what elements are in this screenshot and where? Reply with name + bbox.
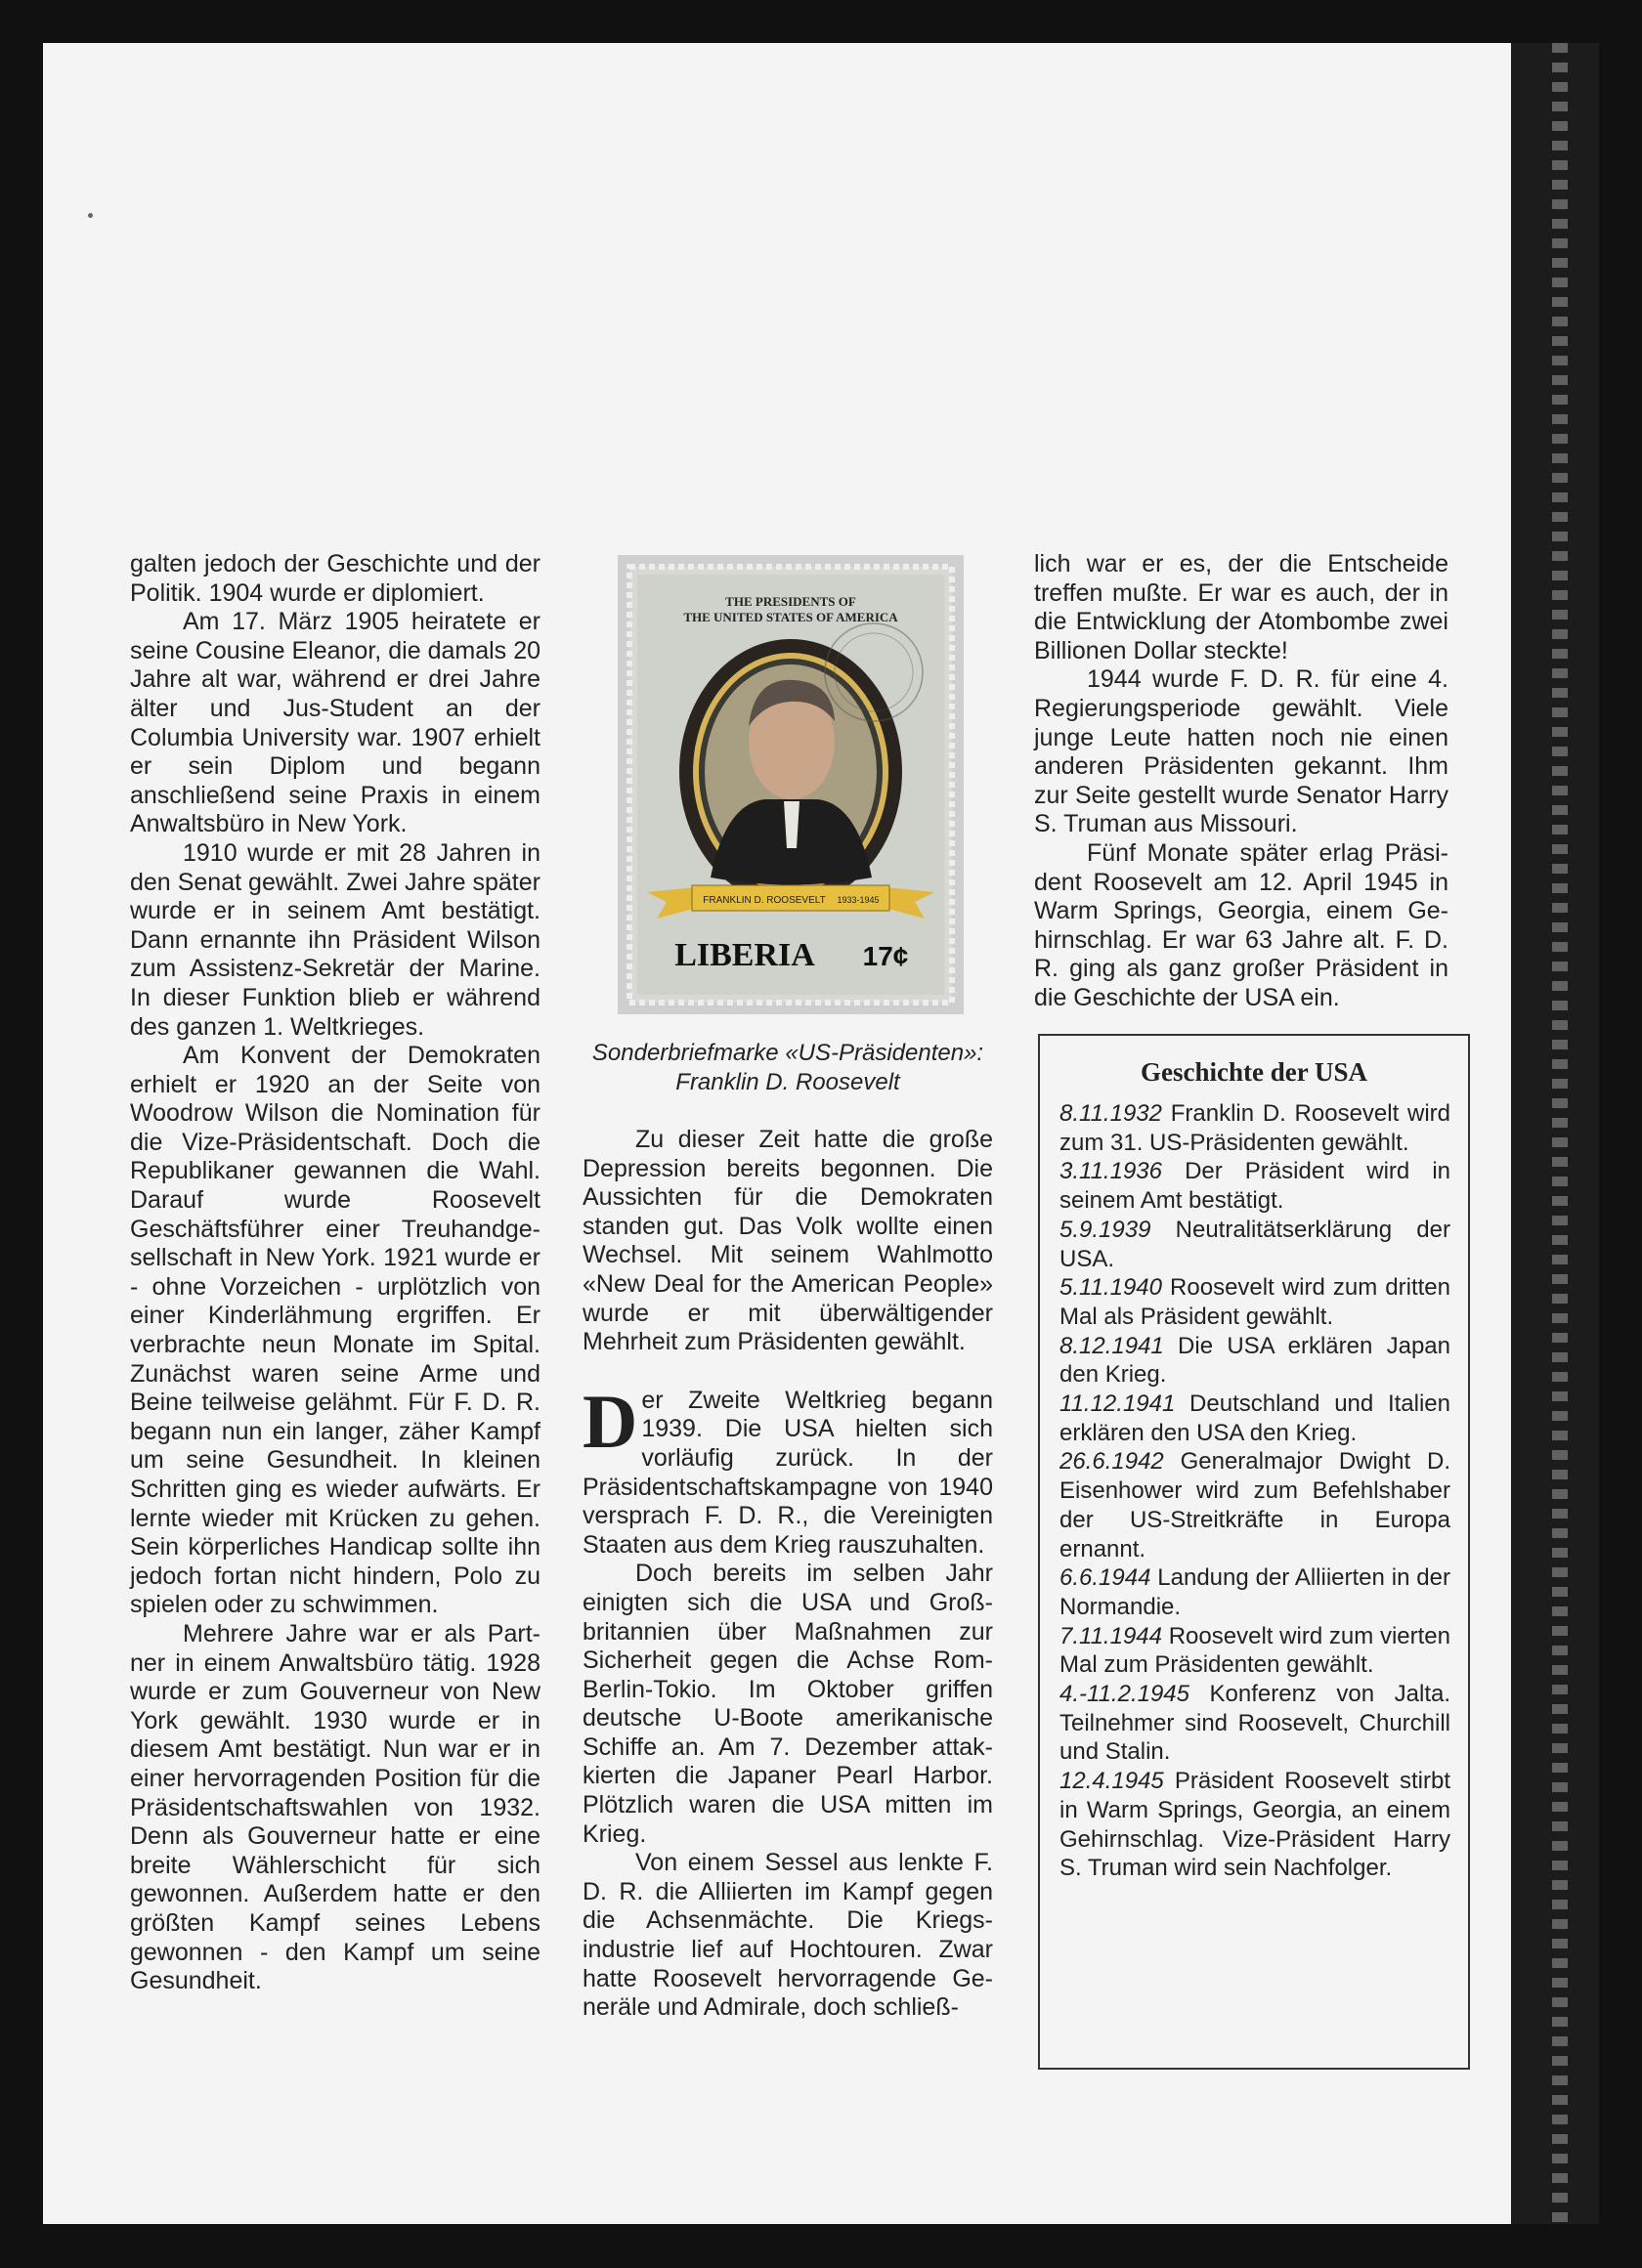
left-paragraph: Am Konvent der Demokraten erhielt er 1920 an der Seite von Woodrow Wilson die Nomination für die Vize-Präsidentschaft. Doch die Republikaner gewannen die Wahl. Darauf wurde Roosevelt Geschäftsführer einer Treuhandgesellschaft in New York. 1921 wurde er - ohne Vorzeichen - urplötzlich von einer Kinderlähmung ergriffen. Er verbrachte neun Monate im Spital. Zunächst waren seine Arme und Beine teilweise gelähmt. Für F. D. R. begann nun ein langer, zäher Kampf um seine Gesundheit. In kleinen Schritten ging es wieder aufwärts. Er lernte wieder mit Krücken zu gehen. Sein körperliches Handicap sollte ihn jedoch fortan nicht hindern, Polo zu spielen oder zu schwimmen. bbox=[130, 1042, 540, 1619]
history-event bbox=[1059, 1622, 1450, 1680]
history-event-date: 8.12.1941 bbox=[1059, 1332, 1164, 1359]
history-event-date: 5.11.1940 bbox=[1059, 1274, 1162, 1302]
history-event-date: 26.6.1942 bbox=[1059, 1448, 1164, 1476]
history-event-date: 12.4.1945 bbox=[1059, 1768, 1164, 1795]
text-column-left bbox=[130, 550, 540, 1996]
stamp-banner-years: 1933-1945 bbox=[837, 895, 880, 905]
stamp-value: 17¢ bbox=[862, 941, 909, 971]
history-event bbox=[1059, 1563, 1450, 1621]
left-paragraph: 1910 wurde er mit 28 Jahren in den Senat gewählt. Zwei Jahre später wurde er in seinem Amt bestätigt. Dann ernannte ihn Präsident Wilson zum Assistenz-Sekretär der Marine. In dieser Funktion blieb er während des ganzen 1. Weltkrieges. bbox=[130, 838, 540, 1041]
stamp-header-2: THE UNITED STATES OF AMERICA bbox=[683, 610, 898, 624]
history-box bbox=[1038, 1034, 1470, 2070]
history-event-text: Franklin D. Roosevelt wird zum 31. US-Präsidenten gewählt. bbox=[1059, 1100, 1450, 1156]
right-paragraph: Fünf Monate später erlag Präsident Roosevelt am 12. April 1945 in Warm Springs, Georgia, einem Gehirnschlag. Er war 63 Jahre alt. F. D. R. ging als ganz großer Präsident in die Geschichte der USA ein. bbox=[1034, 838, 1448, 1011]
history-event bbox=[1059, 1390, 1450, 1447]
right-paragraph: 1944 wurde F. D. R. für eine 4. Regierungsperiode gewählt. Viele junge Leute hatten noch nie einen anderen Präsidenten gekannt. Ihm zur Seite gestellt wurde Senator Harry S. Truman aus Missouri. bbox=[1034, 665, 1448, 838]
history-events bbox=[1040, 1099, 1468, 1883]
history-event bbox=[1059, 1767, 1450, 1883]
middle-paragraph: Doch bereits im selben Jahr einigten sich die USA und Großbritannien über Maßnahmen zur Sicherheit gegen die Achse Rom-Berlin-Tokio. Im Oktober griffen deutsche U-Boote amerikanische Schiffe an. Am 7. Dezember attakkierten die Japaner Pearl Harbor. Plötzlich waren die USA mitten im Krieg. bbox=[583, 1560, 993, 1848]
stamp-artwork bbox=[618, 555, 964, 1014]
history-box-title: Geschichte der USA bbox=[1141, 1057, 1367, 1087]
history-event bbox=[1059, 1157, 1450, 1215]
stamp-image[interactable] bbox=[618, 555, 964, 1014]
history-event-text: Roosevelt wird zum vierten Mal zum Präsidenten gewählt. bbox=[1059, 1622, 1450, 1679]
history-event bbox=[1059, 1680, 1450, 1767]
history-event bbox=[1059, 1216, 1450, 1273]
left-paragraph: Am 17. März 1905 heiratete er seine Cousine Eleanor, die damals 20 Jahre alt war, während er drei Jahre älter und Jus-Student an der Columbia University war. 1907 erhielt er sein Diplom und begann anschließend seine Praxis in einem Anwaltsbüro in New York. bbox=[130, 608, 540, 838]
history-event-date: 4.-11.2.1945 bbox=[1059, 1681, 1189, 1708]
history-event-date: 6.6.1944 bbox=[1059, 1564, 1151, 1592]
history-event-text: Generalmajor Dwight D. Eisenhower wird zum Befehlshaber der US-Streitkräfte in Europa ernannt. bbox=[1059, 1448, 1450, 1562]
stamp-banner-name: FRANKLIN D. ROOSEVELT bbox=[703, 895, 826, 906]
history-event-text: Der Präsident wird in seinem Amt bestätigt. bbox=[1059, 1158, 1450, 1215]
history-event bbox=[1059, 1273, 1450, 1331]
left-paragraph: Mehrere Jahre war er als Partner in einem Anwaltsbüro tätig. 1928 wurde er zum Gouverneur von New York gewählt. 1930 wurde er in diesem Amt bestätigt. Nun war er in einer hervorragenden Position für die Präsidentschaftswahlen von 1932. Denn als Gouverneur hatte er eine breite Wählerschicht für sich gewonnen. Außerdem hatte er den größten Kampf seines Lebens gewonnen - den Kampf um seine Gesundheit. bbox=[130, 1619, 540, 1995]
history-event-text: Deutschland und Italien erklären den USA den Krieg. bbox=[1059, 1391, 1450, 1446]
history-event-text: Die USA erklären Japan den Krieg. bbox=[1059, 1332, 1450, 1389]
text-column-right bbox=[1034, 550, 1448, 1013]
history-event-text: Präsident Roosevelt stirbt in Warm Springs, Georgia, an einem Gehirnschlag. Vize-Präsident Harry S. Truman wird sein Nachfolger. bbox=[1059, 1768, 1450, 1882]
dropcap-letter: D bbox=[583, 1378, 638, 1464]
caption-line-2: Franklin D. Roosevelt bbox=[675, 1069, 900, 1095]
history-event-text: Konferenz von Jalta. Teilnehmer sind Roosevelt, Churchill und Stalin. bbox=[1059, 1681, 1450, 1766]
history-event-date: 5.9.1939 bbox=[1059, 1216, 1151, 1243]
middle-paragraph: Von einem Sessel aus lenkte F. D. R. die Alliierten im Kampf gegen die Achsenmächte. Die Kriegsindustrie lief auf Hochtouren. Zwar hatte Roosevelt hervorragende Generäle und Admirale, doch schließ- bbox=[583, 1849, 993, 2022]
history-event-text: Roosevelt wird zum dritten Mal als Präsident gewählt. bbox=[1059, 1274, 1450, 1330]
dropcap-text: er Zweite Weltkrieg begann 1939. Die USA hielten sich vorläufig zurück. In der Präsidentschaftskampagne von 1940 versprach F. D. R., die Vereinigten Staaten aus dem Krieg rauszuhalten. bbox=[583, 1386, 993, 1559]
stamp-caption bbox=[583, 1039, 993, 1097]
left-paragraph: galten jedoch der Geschichte und der Politik. 1904 wurde er diplomiert. bbox=[130, 550, 540, 607]
history-event-text: Neutralitätserklärung der USA. bbox=[1059, 1216, 1450, 1272]
right-paragraph: lich war er es, der die Entscheide treffen mußte. Er war es auch, der in die Entwicklung der Atombombe zwei Billionen Dollar steckte! bbox=[1034, 550, 1448, 664]
history-event-date: 11.12.1941 bbox=[1059, 1391, 1176, 1418]
caption-line-1: Sonderbriefmarke «US-Präsidenten»: bbox=[591, 1040, 984, 1066]
history-event bbox=[1059, 1447, 1450, 1563]
history-event-text: Landung der Alliierten in der Normandie. bbox=[1059, 1564, 1450, 1620]
history-event bbox=[1059, 1332, 1450, 1390]
history-event-date: 7.11.1944 bbox=[1059, 1622, 1162, 1649]
sheet-perforation-strip bbox=[1552, 43, 1568, 2224]
history-event-date: 8.11.1932 bbox=[1059, 1100, 1162, 1127]
middle-paragraph: Zu dieser Zeit hatte die große Depression bereits begonnen. Die Aussichten für die Demokraten standen gut. Das Volk wollte einen Wechsel. Mit seinem Wahlmotto «New Deal for the American People» wurde er mit überwältigender Mehrheit zum Präsidenten gewählt. bbox=[583, 1126, 993, 1356]
page-speck bbox=[88, 213, 93, 218]
stamp-country: LIBERIA bbox=[674, 937, 815, 973]
dropcap-paragraph bbox=[583, 1378, 993, 1561]
text-column-middle bbox=[583, 1126, 993, 2023]
stamp-header-1: THE PRESIDENTS OF bbox=[725, 594, 856, 609]
history-event bbox=[1059, 1099, 1450, 1157]
history-event-date: 3.11.1936 bbox=[1059, 1158, 1162, 1185]
